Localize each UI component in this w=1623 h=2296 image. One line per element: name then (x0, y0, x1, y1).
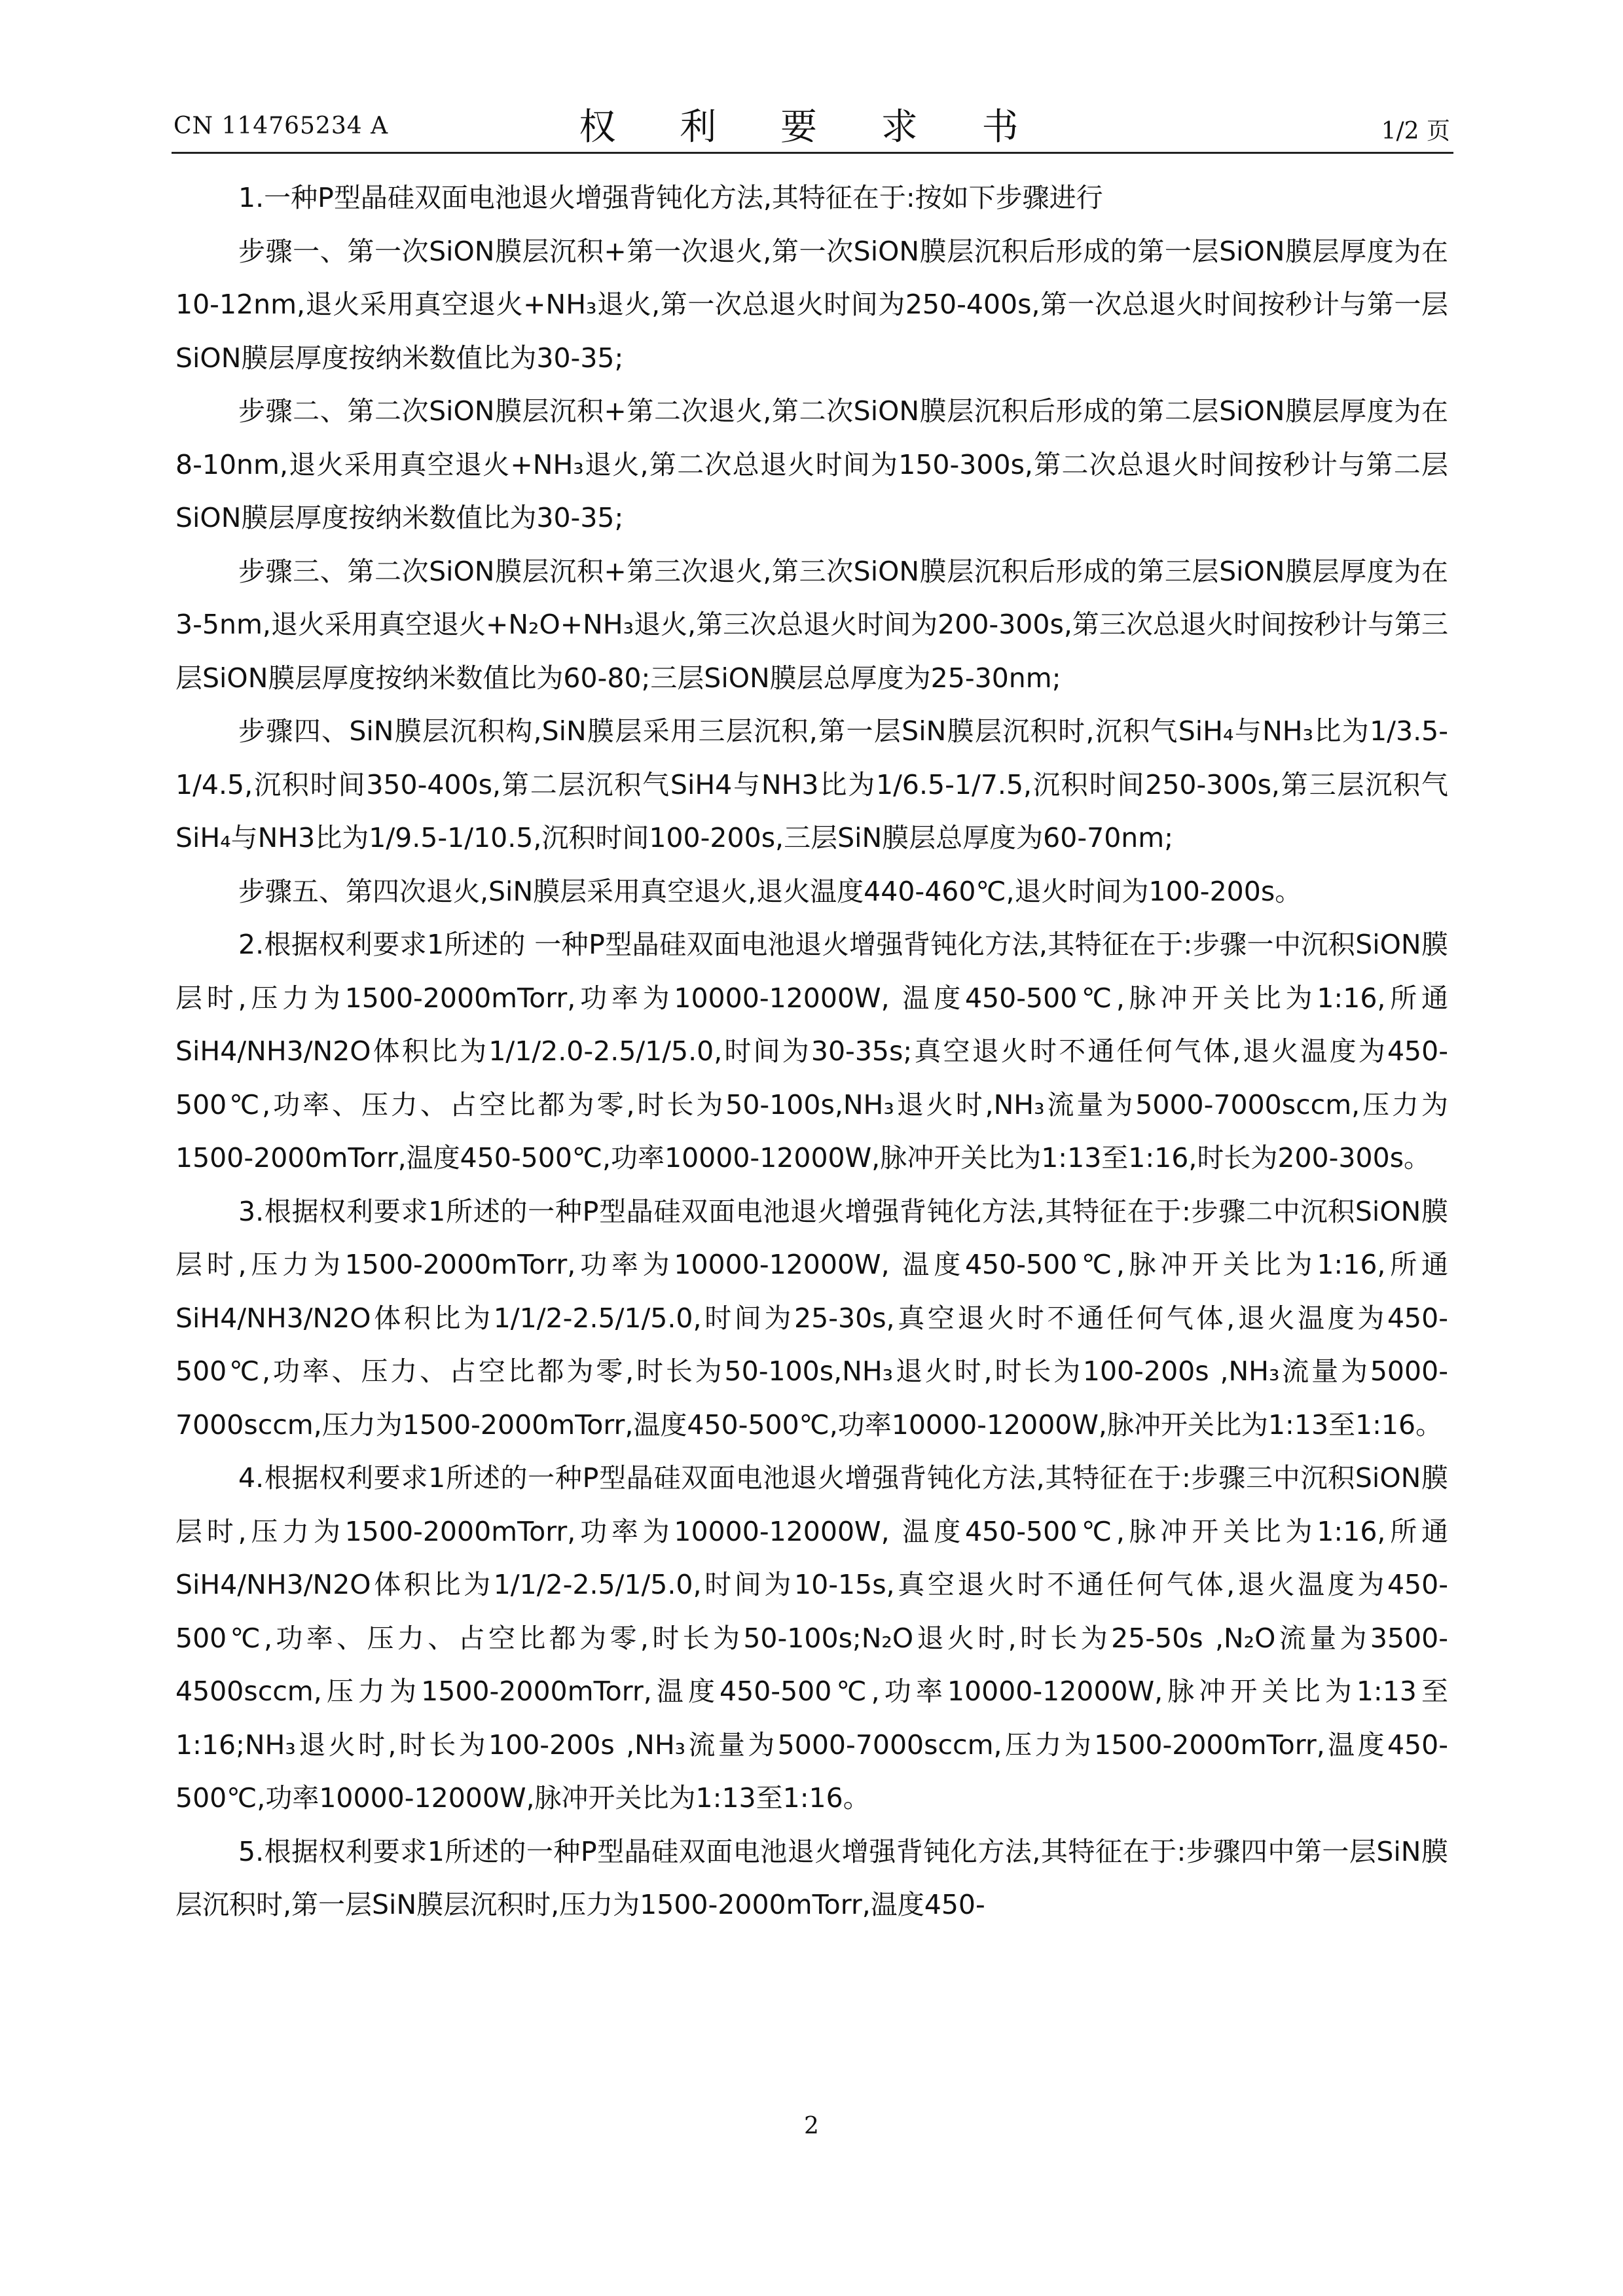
page-number: 2 (804, 2113, 819, 2140)
claim-1-intro: 1.一种P型晶硅双面电池退火增强背钝化方法,其特征在于:按如下步骤进行 (238, 182, 1103, 213)
document-title: 权 利 要 求 书 (579, 106, 1045, 149)
publication-number: CN 114765234 A (173, 113, 389, 139)
claim-5: 5.根据权利要求1所述的一种P型晶硅双面电池退火增强背钝化方法,其特征在于:步骤四中第一层SiN膜层沉积时,第一层SiN膜层沉积时,压力为1500-2000mTorr,温度450- (175, 1835, 1448, 1920)
claim-1-step-3: 步骤三、第二次SiON膜层沉积+第三次退火,第三次SiON膜层沉积后形成的第三层SiON膜层厚度为在3-5nm,退火采用真空退火+N₂O+NH₃退火,第三次总退火时间为200-300s,第三次总退火时间按秒计与第三层SiON膜层厚度按纳米数值比为60-80;三层SiON膜层总厚度为25-30nm; (175, 555, 1448, 694)
claim-1-step-2: 步骤二、第二次SiON膜层沉积+第二次退火,第二次SiON膜层沉积后形成的第二层SiON膜层厚度为在8-10nm,退火采用真空退火+NH₃退火,第二次总退火时间为150-300s,第二次总退火时间按秒计与第二层SiON膜层厚度按纳米数值比为30-35; (175, 395, 1448, 533)
claim-3: 3.根据权利要求1所述的一种P型晶硅双面电池退火增强背钝化方法,其特征在于:步骤二中沉积SiON膜层时,压力为1500-2000mTorr,功率为10000-12000W, 温度450-500℃,脉冲开关比为1:16,所通SiH4/NH3/N2O体积比为1/1/2-2.5/1/5.0,时间为25-30s,真空退火时不通任何气体,退火温度为450-500℃,功率、压力、占空比都为零,时长为50-100s,NH₃退火时,时长为100-200s ,NH₃流量为5000-7000sccm,压力为1500-2000mTorr,温度450-500℃,功率10000-12000W,脉冲开关比为1:13至1:16。 (175, 1195, 1448, 1441)
claim-4: 4.根据权利要求1所述的一种P型晶硅双面电池退火增强背钝化方法,其特征在于:步骤三中沉积SiON膜层时,压力为1500-2000mTorr,功率为10000-12000W, 温度450-500℃,脉冲开关比为1:16,所通SiH4/NH3/N2O体积比为1/1/2-2.5/1/5.0,时间为10-15s,真空退火时不通任何气体,退火温度为450-500℃,功率、压力、占空比都为零,时长为50-100s;N₂O退火时,时长为25-50s ,N₂O流量为3500-4500sccm,压力为1500-2000mTorr,温度450-500℃,功率10000-12000W,脉冲开关比为1:13至1:16;NH₃退火时,时长为100-200s ,NH₃流量为5000-7000sccm,压力为1500-2000mTorr,温度450-500℃,功率10000-12000W,脉冲开关比为1:13至1:16。 (175, 1462, 1448, 1814)
page-header (173, 98, 1450, 151)
claim-1-step-5: 步骤五、第四次退火,SiN膜层采用真空退火,退火温度440-460℃,退火时间为100-200s。 (238, 875, 1302, 907)
claims-body (175, 171, 1448, 1932)
header-divider (172, 152, 1453, 154)
claim-2: 2.根据权利要求1所述的 一种P型晶硅双面电池退火增强背钝化方法,其特征在于:步骤一中沉积SiON膜层时,压力为1500-2000mTorr,功率为10000-12000W, 温度450-500℃,脉冲开关比为1:16,所通SiH4/NH3/N2O体积比为1/1/2.0-2.5/1/5.0,时间为30-35s;真空退火时不通任何气体,退火温度为450-500℃,功率、压力、占空比都为零,时长为50-100s,NH₃退火时,NH₃流量为5000-7000sccm,压力为1500-2000mTorr,温度450-500℃,功率10000-12000W,脉冲开关比为1:13至1:16,时长为200-300s。 (175, 929, 1448, 1174)
page-indicator: 1/2 页 (1381, 118, 1450, 145)
claim-1-step-1: 步骤一、第一次SiON膜层沉积+第一次退火,第一次SiON膜层沉积后形成的第一层SiON膜层厚度为在10-12nm,退火采用真空退火+NH₃退火,第一次总退火时间为250-400s,第一次总退火时间按秒计与第一层SiON膜层厚度按纳米数值比为30-35; (175, 235, 1448, 374)
claim-1-step-4: 步骤四、SiN膜层沉积构,SiN膜层采用三层沉积,第一层SiN膜层沉积时,沉积气SiH₄与NH₃比为1/3.5-1/4.5,沉积时间350-400s,第二层沉积气SiH4与NH3比为1/6.5-1/7.5,沉积时间250-300s,第三层沉积气SiH₄与NH3比为1/9.5-1/10.5,沉积时间100-200s,三层SiN膜层总厚度为60-70nm; (175, 715, 1448, 853)
